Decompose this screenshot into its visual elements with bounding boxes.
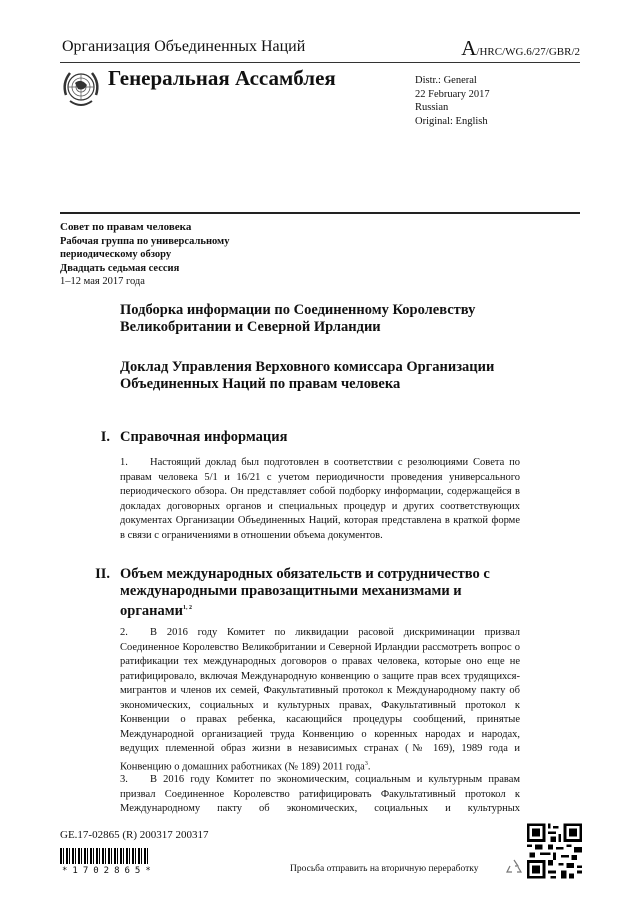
- session: Двадцать седьмая сессия: [60, 262, 180, 274]
- footnote-ref: 1, 2: [182, 605, 192, 611]
- document-subtitle: Доклад Управления Верховного комиссара Организации Объединенных Наций по правам человека: [120, 359, 495, 392]
- distribution: Distr.: General: [415, 75, 477, 86]
- original-language: Original: English: [415, 115, 488, 127]
- paragraph-number: 2.: [120, 627, 128, 638]
- working-group-line1: Рабочая группа по универсальному: [60, 235, 230, 247]
- recycle-note: Просьба отправить на вторичную переработку: [290, 864, 479, 874]
- paragraph-text: В 2016 году Комитет по экономическим, социальным и культурным правам призвал Соединенное Королевство ратифицировать Факультативный протокол к Международному пакту об экономических, социальных и культурных: [120, 774, 520, 814]
- document-symbol: [461, 36, 580, 61]
- paragraph: 2. В 2016 году Комитет по ликвидации расовой дискриминации призвал Соединенное Королевство Великобритании и Северной Ирландии рассмотреть вопрос о ратификации тех международных договоров о правах человека, которые оно еще не ратифицировало, включая Международную конвенцию о защите прав всех трудящихся-мигрантов и членов их семей, Факультативный протокол к Международному пакту об экономических, социальных и культурных правах, Факультативный протокол к Конвенции о правах ребенка, касающийся процедуры сообщений, принятые Международной организацией труда Конвенцию о коренных народах и народах, ведущих племенной образ жизни в независимых странах (№ 169), 1989 года и Конвенцию о домашних работниках (№ 189) 2011 года$^3$.: [120, 627, 520, 772]
- recycle-icon: [505, 858, 523, 876]
- qr-code: [527, 822, 582, 880]
- organization-name: Организация Объединенных Наций: [62, 38, 306, 55]
- masthead-rule: [60, 212, 580, 214]
- date: 22 February 2017: [415, 88, 490, 100]
- council-name: Совет по правам человека: [60, 221, 192, 233]
- language: Russian: [415, 102, 449, 113]
- un-emblem-icon: [60, 67, 102, 109]
- document-title: Подборка информации по Соединенному Королевству Великобритании и Северной Ирландии: [120, 302, 476, 335]
- section-heading: [120, 566, 520, 620]
- paragraph: [120, 456, 520, 543]
- paragraph-number: 3.: [120, 774, 128, 785]
- paragraph-number: 1.: [120, 457, 128, 468]
- symbol-code: /HRC/WG.6/27/GBR/2: [476, 46, 580, 58]
- section-heading-text: Объем международных обязательств и сотрудничество с международными правозащитными механизмами и органами: [120, 566, 490, 619]
- barcode: [60, 848, 150, 864]
- barcode-text: *1702865*: [62, 866, 156, 876]
- footnote-ref: 3: [364, 760, 368, 767]
- paragraph: [120, 773, 520, 817]
- section-number: I.: [100, 429, 110, 445]
- distribution-info: [415, 74, 490, 128]
- section-number: II.: [95, 566, 110, 582]
- symbol-prefix: A: [461, 36, 477, 60]
- paragraph-text: Настоящий доклад был подготовлен в соответствии с резолюциями Совета по правам человека 5/1 и 16/21 с учетом периодичности проведения универсального периодического обзора. Он представляет собой подборку информации, содержащейся в докладах договорных органов и специальных процедур и других соответствующих документах Организации Объединенных Наций, которая представлена в краткой форме в связи с ограничениями в отношении объема документов.: [120, 457, 520, 541]
- general-assembly-title: Генеральная Ассамблея: [108, 66, 336, 90]
- job-number: GE.17-02865 (R) 200317 200317: [60, 829, 209, 841]
- council-info: [60, 221, 229, 289]
- session-dates: 1–12 мая 2017 года: [60, 276, 145, 287]
- working-group-line2: периодическому обзору: [60, 249, 172, 260]
- section-heading: Справочная информация: [120, 429, 288, 445]
- header-rule: [60, 62, 580, 63]
- paragraph-text: В 2016 году Комитет по ликвидации расовой дискриминации призвал Соединенное Королевство Великобритании и Северной Ирландии рассмотреть вопрос о ратификации тех международных договоров о правах человека, которые оно еще не ратифицировало, включая Международную конвенцию о защите прав всех трудящихся-мигрантов и членов их семей, Факультативный протокол к Международному пакту об экономических, социальных и культурных правах, Факультативный протокол к Конвенции о правах ребенка, касающийся процедуры сообщений, принятые Международной организацией труда Конвенцию о коренных народах и народах, ведущих племенной образ жизни в независимых странах (№ 169), 1989 года и Конвенцию о домашних работниках (№ 189) 2011 года: [120, 627, 520, 772]
